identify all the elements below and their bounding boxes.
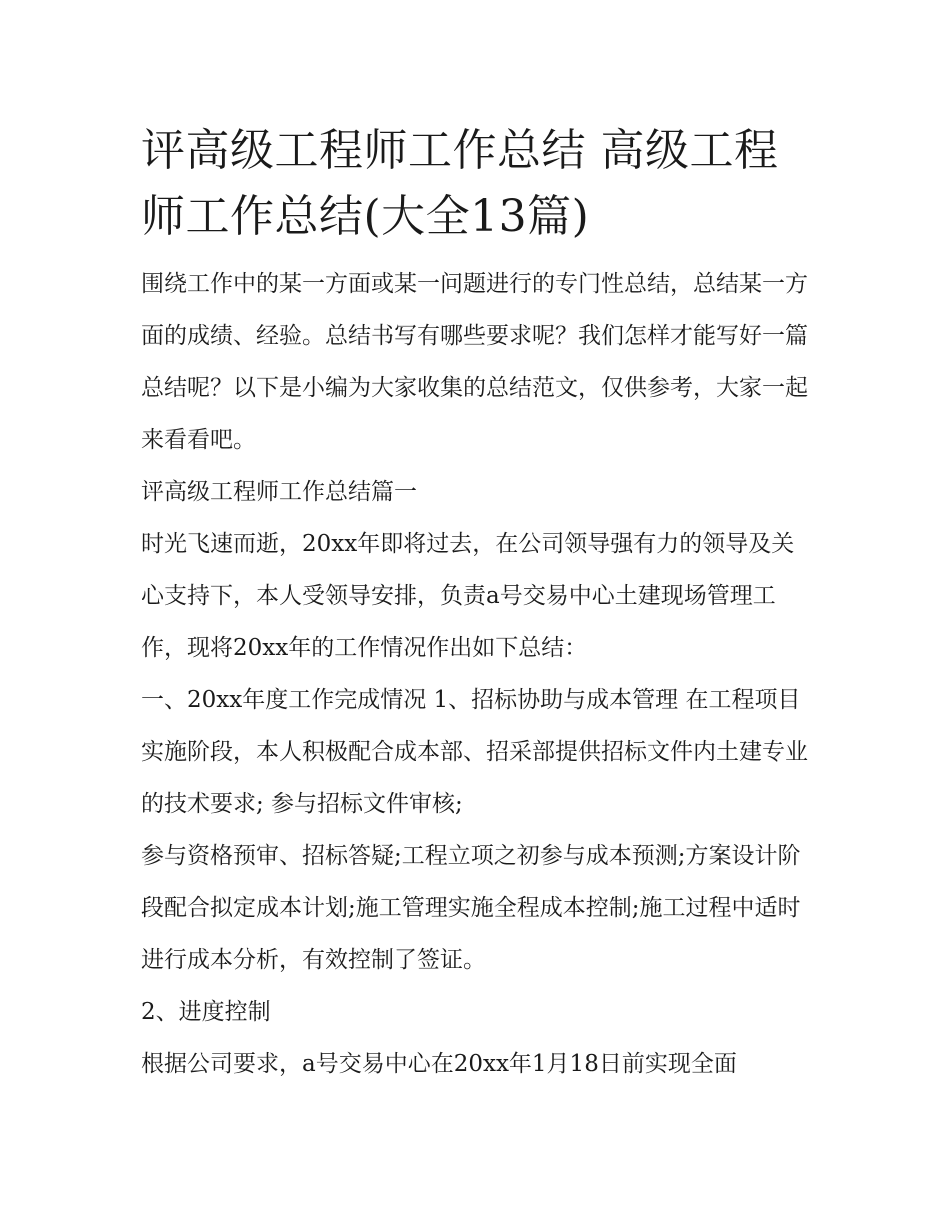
body-paragraph: 根据公司要求，a号交易中心在20xx年1月18日前实现全面 xyxy=(141,1051,737,1077)
document-page xyxy=(141,118,813,1090)
document-title: 评高级工程师工作总结 高级工程师工作总结(大全13篇) xyxy=(141,125,779,242)
subsection-heading: 2、进度控制 xyxy=(141,999,271,1025)
body-paragraph: 时光飞速而逝，20xx年即将过去，在公司领导强有力的领导及关心支持下，本人受领导安排，负责a号交易中心土建现场管理工作，现将20xx年的工作情况作出如下总结： xyxy=(141,531,795,661)
body-paragraph: 一、20xx年度工作完成情况 1、招标协助与成本管理 在工程项目实施阶段，本人积极配合成本部、招采部提供招标文件内土建专业的技术要求; 参与招标文件审核; xyxy=(141,687,808,817)
intro-paragraph: 围绕工作中的某一方面或某一问题进行的专门性总结，总结某一方面的成绩、经验。总结书写有哪些要求呢？我们怎样才能写好一篇总结呢？以下是小编为大家收集的总结范文，仅供参考，大家一起来看看吧。 xyxy=(141,271,808,453)
section-heading: 评高级工程师工作总结篇一 xyxy=(141,479,417,505)
body-paragraph: 参与资格预审、招标答疑;工程立项之初参与成本预测;方案设计阶段配合拟定成本计划;施工管理实施全程成本控制;施工过程中适时进行成本分析，有效控制了签证。 xyxy=(141,843,801,973)
